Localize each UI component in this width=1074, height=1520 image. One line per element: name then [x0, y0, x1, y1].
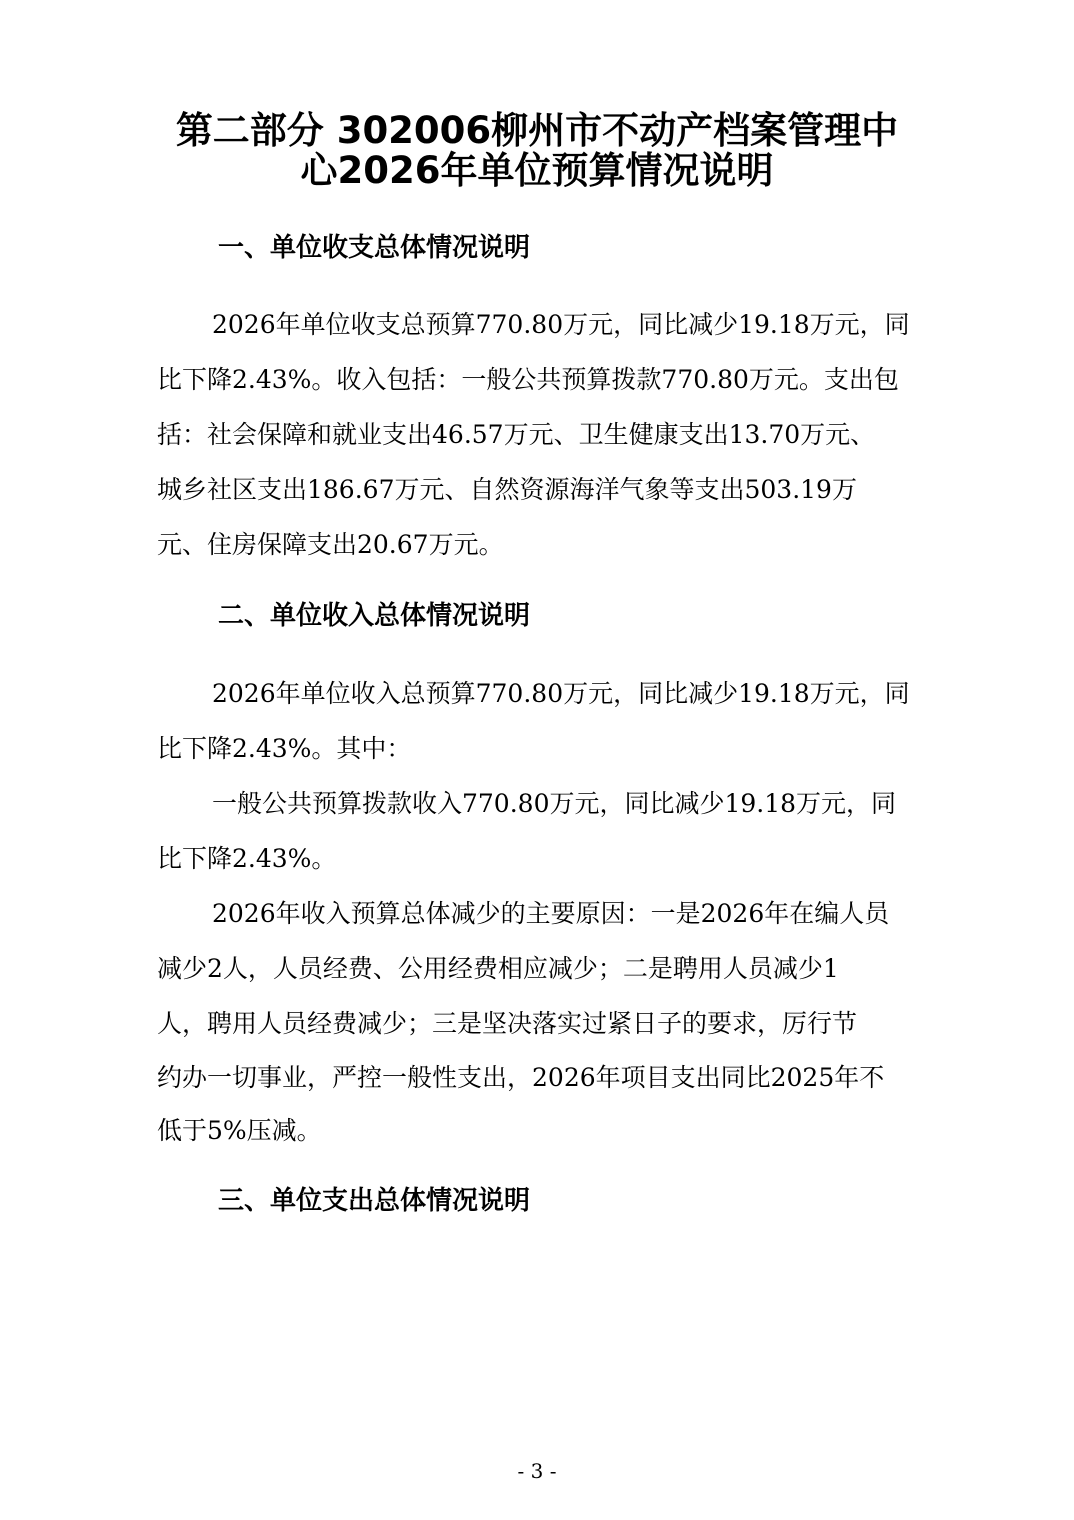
- paragraph-line: 2026年收入预算总体减少的主要原因：一是2026年在编人员: [212, 899, 890, 928]
- section-heading-1: 一、单位收支总体情况说明: [218, 233, 531, 263]
- paragraph-line: 城乡社区支出186.67万元、自然资源海洋气象等支出503.19万: [157, 475, 857, 504]
- paragraph-line: 一般公共预算拨款收入770.80万元，同比减少19.18万元，同: [212, 789, 897, 818]
- paragraph-line: 比下降2.43%。其中：: [157, 734, 412, 763]
- paragraph-line: 约办一切事业，严控一般性支出，2026年项目支出同比2025年不: [157, 1063, 885, 1092]
- section-heading-3: 三、单位支出总体情况说明: [218, 1186, 531, 1216]
- paragraph-line: 括：社会保障和就业支出46.57万元、卫生健康支出13.70万元、: [157, 420, 876, 449]
- paragraph-line: 比下降2.43%。收入包括：一般公共预算拨款770.80万元。支出包: [157, 365, 899, 394]
- paragraph-line: 比下降2.43%。: [157, 844, 337, 873]
- paragraph-line: 2026年单位收支总预算770.80万元，同比减少19.18万元，同: [212, 310, 910, 339]
- document-title-line-2: 心2026年单位预算情况说明: [300, 149, 774, 192]
- paragraph-line: 人，聘用人员经费减少；三是坚决落实过紧日子的要求，厉行节: [157, 1009, 858, 1038]
- document-title-line-1: 第二部分 302006柳州市不动产档案管理中: [175, 109, 899, 152]
- paragraph-line: 低于5%压减。: [157, 1116, 322, 1145]
- page-number: - 3 -: [517, 1459, 557, 1483]
- paragraph-line: 减少2人，人员经费、公用经费相应减少；二是聘用人员减少1: [157, 954, 839, 983]
- paragraph-line: 2026年单位收入总预算770.80万元，同比减少19.18万元，同: [212, 679, 910, 708]
- paragraph-line: 元、住房保障支出20.67万元。: [157, 530, 504, 559]
- section-heading-2: 二、单位收入总体情况说明: [218, 601, 531, 631]
